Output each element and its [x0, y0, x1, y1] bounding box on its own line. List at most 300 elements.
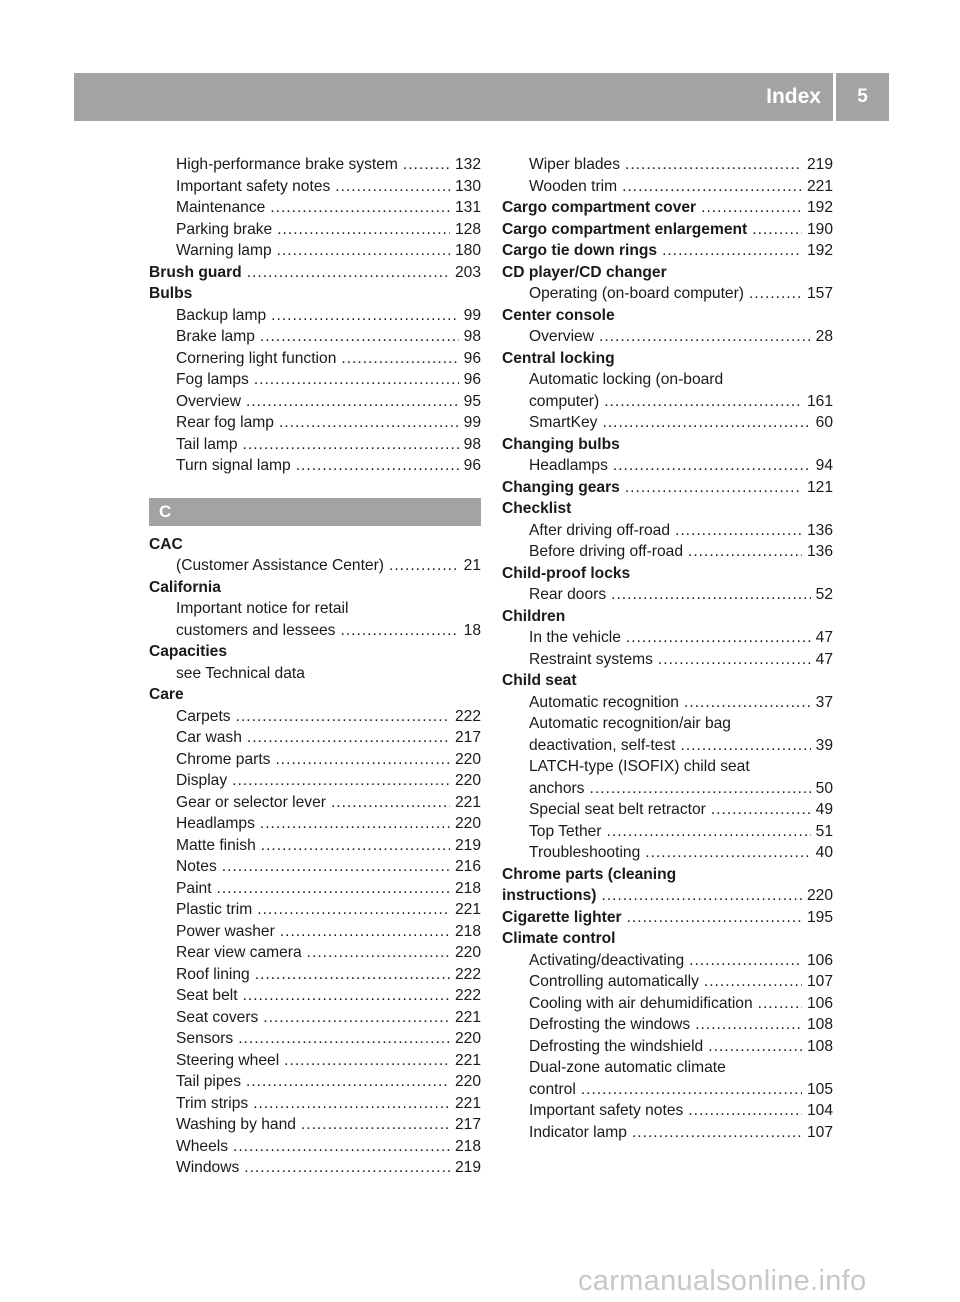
index-entry [149, 964, 481, 986]
index-entry [149, 262, 481, 284]
entry-page-number: 220 [454, 944, 481, 961]
entry-page-number: 192 [806, 199, 833, 216]
dot-leader [247, 727, 450, 749]
entry-page-number: 106 [806, 994, 833, 1012]
index-entry [502, 391, 833, 413]
dot-leader [675, 520, 802, 542]
entry-label: Cornering light function [176, 349, 337, 367]
index-entry [502, 842, 833, 864]
index-entry [149, 856, 481, 878]
index-heading: Capacities [149, 643, 228, 660]
entry-label: Brush guard [149, 263, 242, 281]
dot-leader [581, 1079, 802, 1101]
entry-page-number: 220 [454, 1030, 481, 1047]
index-entry [149, 985, 481, 1007]
entry-page-number: 222 [454, 965, 481, 983]
entry-page-number: 219 [454, 836, 481, 854]
dot-leader [632, 1122, 802, 1144]
index-entry [149, 391, 481, 413]
entry-page-number: 99 [463, 414, 481, 431]
entry-page-number: 220 [806, 887, 833, 904]
index-heading: Climate control [502, 930, 616, 947]
entry-page-number: 218 [454, 879, 481, 897]
index-entry [502, 735, 833, 757]
entry-page-number: 94 [815, 457, 833, 474]
index-entry [149, 326, 481, 348]
index-entry [149, 813, 481, 835]
index-entry [502, 197, 833, 219]
dot-leader [627, 907, 802, 929]
entry-label: Warning lamp [176, 242, 272, 259]
dot-leader [389, 555, 459, 577]
entry-label: Headlamps [176, 815, 255, 832]
dot-leader [254, 369, 459, 391]
entry-label: Plastic trim [176, 901, 253, 918]
index-entry [149, 369, 481, 391]
index-entry [502, 154, 833, 176]
entry-page-number: 51 [815, 822, 833, 840]
entry-label: Notes [176, 858, 217, 875]
entry-page-number: 39 [815, 736, 833, 754]
entry-page-number: 107 [806, 973, 833, 990]
entry-label: (Customer Assistance Center) [176, 557, 384, 574]
dot-leader [331, 792, 450, 814]
index-heading: California [149, 578, 221, 596]
dot-leader [688, 541, 802, 563]
dot-leader [279, 412, 459, 434]
entry-page-number: 105 [806, 1080, 833, 1098]
index-column-left [149, 154, 481, 1179]
index-entry [149, 1093, 481, 1115]
index-entry [149, 1157, 481, 1179]
index-entry [502, 907, 833, 929]
entry-page-number: 220 [454, 1073, 481, 1090]
entry-page-number: 108 [806, 1037, 833, 1055]
entry-page-number: 217 [454, 1116, 481, 1133]
entry-label: Rear fog lamp [176, 414, 274, 431]
index-entry [502, 885, 833, 907]
index-entry [502, 541, 833, 563]
index-entry [502, 821, 833, 843]
index-entry [502, 1079, 833, 1101]
entry-label: Brake lamp [176, 328, 255, 345]
entry-label: High-performance brake system [176, 156, 398, 173]
entry-page-number: 47 [815, 629, 833, 646]
index-entry [502, 1014, 833, 1036]
dot-leader [607, 821, 811, 843]
index-entry [149, 348, 481, 370]
entry-label: Paint [176, 879, 212, 897]
entry-page-number: 52 [815, 586, 833, 603]
index-heading: Child-proof locks [502, 564, 631, 582]
dot-leader [340, 620, 458, 642]
index-heading: CAC [149, 535, 183, 553]
entry-page-number: 218 [454, 1137, 481, 1155]
index-heading: LATCH-type (ISOFIX) child seat [529, 758, 750, 775]
entry-label: Washing by hand [176, 1116, 296, 1133]
index-heading: Dual-zone automatic climate [529, 1059, 726, 1076]
dot-leader [246, 1071, 450, 1093]
index-entry [502, 520, 833, 542]
entry-label: control [529, 1080, 576, 1098]
entry-page-number: 195 [806, 908, 833, 926]
index-entry [502, 692, 833, 714]
entry-page-number: 121 [806, 478, 833, 496]
entry-label: In the vehicle [529, 629, 621, 646]
index-heading: Checklist [502, 500, 572, 517]
entry-page-number: 192 [806, 242, 833, 259]
index-heading: Chrome parts (cleaning [502, 865, 677, 883]
index-entry [149, 792, 481, 814]
entry-label: Tail pipes [176, 1073, 242, 1090]
dot-leader [602, 412, 810, 434]
entry-page-number: 220 [454, 815, 481, 832]
entry-page-number: 136 [806, 521, 833, 539]
index-entry [502, 1036, 833, 1058]
entry-label: Seat covers [176, 1008, 259, 1026]
index-entry [149, 555, 481, 577]
entry-label: Cargo compartment cover [502, 199, 697, 216]
entry-label: Display [176, 772, 228, 789]
dot-leader [263, 1007, 450, 1029]
entry-label: Indicator lamp [529, 1123, 627, 1141]
entry-label: Matte finish [176, 836, 256, 854]
dot-leader [599, 326, 811, 348]
entry-page-number: 49 [815, 801, 833, 818]
entry-page-number: 190 [806, 220, 833, 238]
dot-leader [296, 455, 459, 477]
dot-leader [243, 985, 450, 1007]
entry-page-number: 218 [454, 922, 481, 940]
index-entry [149, 1071, 481, 1093]
index-entry [149, 1136, 481, 1158]
entry-label: SmartKey [529, 414, 598, 431]
index-entry [502, 412, 833, 434]
index-list-b-continued [149, 154, 481, 477]
entry-label: Before driving off-road [529, 543, 684, 560]
entry-page-number: 40 [815, 844, 833, 861]
index-heading: Bulbs [149, 285, 193, 302]
entry-label: computer) [529, 392, 600, 410]
dot-leader [752, 219, 802, 241]
entry-label: Changing gears [502, 478, 620, 496]
dot-leader [236, 706, 450, 728]
dot-leader [260, 326, 459, 348]
index-entry [502, 799, 833, 821]
entry-label: Tail lamp [176, 435, 238, 453]
dot-leader [307, 942, 450, 964]
entry-page-number: 203 [454, 263, 481, 281]
entry-page-number: 130 [454, 177, 481, 195]
dot-leader [625, 477, 802, 499]
index-entry [502, 1100, 833, 1122]
entry-label: Maintenance [176, 199, 266, 216]
index-heading: Central locking [502, 349, 615, 367]
entry-label: Defrosting the windshield [529, 1037, 704, 1055]
entry-label: Important safety notes [529, 1102, 684, 1119]
index-heading: Center console [502, 306, 615, 324]
dot-leader [688, 1100, 802, 1122]
entry-label: Seat belt [176, 987, 238, 1004]
index-entry [149, 455, 481, 477]
dot-leader [695, 1014, 802, 1036]
index-entry [502, 219, 833, 241]
index-entry [149, 727, 481, 749]
index-entry [502, 283, 833, 305]
entry-page-number: 99 [463, 306, 481, 324]
entry-label: Defrosting the windows [529, 1016, 691, 1033]
entry-page-number: 96 [463, 349, 481, 367]
index-entry [149, 1007, 481, 1029]
entry-page-number: 217 [454, 729, 481, 746]
index-entry [502, 971, 833, 993]
dot-leader [238, 1028, 450, 1050]
dot-leader [711, 799, 811, 821]
index-heading: Automatic recognition/air bag [529, 715, 731, 732]
entry-page-number: 18 [463, 621, 481, 639]
entry-label: Cooling with air dehumidification [529, 994, 753, 1012]
index-entry [502, 950, 833, 972]
dot-leader [335, 176, 450, 198]
entry-label: Overview [176, 392, 241, 410]
dot-leader [277, 240, 450, 262]
entry-label: Rear doors [529, 586, 607, 603]
entry-page-number: 221 [454, 1051, 481, 1069]
dot-leader [662, 240, 802, 262]
dot-leader [645, 842, 810, 864]
entry-page-number: 221 [454, 793, 481, 811]
entry-page-number: 136 [806, 543, 833, 560]
index-entry [502, 1122, 833, 1144]
dot-leader [611, 584, 811, 606]
dot-leader [758, 993, 802, 1015]
dot-leader [604, 391, 802, 413]
index-entry [149, 197, 481, 219]
dot-leader [689, 950, 802, 972]
index-entry [149, 942, 481, 964]
entry-label: Windows [176, 1159, 240, 1176]
dot-leader [217, 878, 450, 900]
index-entry [149, 240, 481, 262]
index-column-right [502, 154, 833, 1143]
index-entry [149, 835, 481, 857]
dot-leader [684, 692, 811, 714]
index-entry [149, 1028, 481, 1050]
index-entry [149, 620, 481, 642]
dot-leader [658, 649, 811, 671]
dot-leader [341, 348, 458, 370]
dot-leader [749, 283, 802, 305]
entry-label: Steering wheel [176, 1051, 280, 1069]
entry-label: Sensors [176, 1030, 234, 1047]
entry-page-number: 98 [463, 328, 481, 345]
index-entry [502, 778, 833, 800]
index-heading: Automatic locking (on-board [529, 371, 724, 388]
entry-label: Parking brake [176, 220, 273, 238]
entry-label: Controlling automatically [529, 973, 699, 990]
entry-label: Turn signal lamp [176, 457, 291, 474]
index-heading: Important notice for retail [176, 600, 349, 617]
index-entry [149, 1114, 481, 1136]
entry-page-number: 221 [806, 177, 833, 195]
index-entry [149, 154, 481, 176]
index-entry [502, 477, 833, 499]
entry-label: Troubleshooting [529, 844, 641, 861]
index-entry [149, 770, 481, 792]
entry-page-number: 104 [806, 1102, 833, 1119]
entry-page-number: 95 [463, 392, 481, 410]
page-number: 5 [857, 86, 868, 107]
dot-leader [246, 391, 459, 413]
index-entry [502, 993, 833, 1015]
dot-leader [247, 262, 450, 284]
index-heading: Care [149, 686, 184, 703]
entry-label: Power washer [176, 922, 275, 940]
entry-page-number: 28 [815, 328, 833, 345]
entry-page-number: 221 [454, 1094, 481, 1112]
dot-leader [253, 1093, 450, 1115]
header-title: Index [766, 85, 821, 108]
index-heading: Child seat [502, 672, 577, 689]
dot-leader [277, 219, 450, 241]
dot-leader [704, 971, 802, 993]
entry-page-number: 220 [454, 772, 481, 789]
entry-label: Gear or selector lever [176, 793, 326, 811]
dot-leader [255, 964, 450, 986]
entry-label: After driving off-road [529, 521, 670, 539]
entry-page-number: 107 [806, 1123, 833, 1141]
entry-label: Overview [529, 328, 594, 345]
index-entry [502, 649, 833, 671]
entry-label: Car wash [176, 729, 242, 746]
entry-label: Special seat belt retractor [529, 801, 706, 818]
dot-leader [257, 899, 450, 921]
entry-label: Fog lamps [176, 371, 249, 388]
entry-label: Cargo compartment enlargement [502, 220, 748, 238]
index-entry [149, 412, 481, 434]
entry-page-number: 108 [806, 1016, 833, 1033]
dot-leader [680, 735, 810, 757]
dot-leader [622, 176, 802, 198]
entry-label: instructions) [502, 887, 597, 904]
index-entry [149, 749, 481, 771]
dot-leader [232, 770, 450, 792]
entry-page-number: 106 [806, 951, 833, 969]
index-heading: CD player/CD changer [502, 263, 667, 281]
entry-page-number: 47 [815, 650, 833, 668]
dot-leader [260, 813, 450, 835]
dot-leader [589, 778, 810, 800]
index-entry [502, 326, 833, 348]
entry-label: anchors [529, 779, 585, 797]
index-heading: Children [502, 607, 566, 625]
index-list-c [149, 534, 481, 1179]
entry-label: Restraint systems [529, 650, 653, 668]
entry-page-number: 221 [454, 1008, 481, 1026]
entry-label: customers and lessees [176, 621, 336, 639]
entry-label: Wheels [176, 1137, 228, 1155]
index-heading: see Technical data [176, 664, 305, 682]
index-entry [149, 878, 481, 900]
dot-leader [625, 154, 802, 176]
index-list-c-continued [502, 154, 833, 1143]
entry-label: Trim strips [176, 1094, 249, 1112]
index-entry [502, 240, 833, 262]
entry-page-number: 21 [463, 557, 481, 574]
dot-leader [244, 1157, 450, 1179]
index-entry [502, 627, 833, 649]
dot-leader [613, 455, 811, 477]
entry-page-number: 157 [806, 285, 833, 302]
index-heading: Changing bulbs [502, 435, 620, 453]
index-entry [149, 176, 481, 198]
index-entry [149, 305, 481, 327]
dot-leader [261, 835, 450, 857]
index-entry [502, 455, 833, 477]
entry-label: Headlamps [529, 457, 608, 474]
entry-label: Wooden trim [529, 177, 618, 195]
index-entry [149, 434, 481, 456]
dot-leader [301, 1114, 450, 1136]
page-header [74, 73, 889, 121]
entry-page-number: 131 [454, 199, 481, 216]
entry-label: Important safety notes [176, 177, 331, 195]
index-entry [502, 584, 833, 606]
entry-page-number: 222 [454, 707, 481, 725]
entry-label: Chrome parts [176, 750, 271, 768]
index-entry [149, 1050, 481, 1072]
entry-page-number: 216 [454, 858, 481, 875]
index-entry [149, 706, 481, 728]
section-letter-bar: C [149, 498, 481, 526]
entry-label: Backup lamp [176, 306, 267, 324]
entry-page-number: 128 [454, 220, 481, 238]
entry-page-number: 37 [815, 693, 833, 711]
dot-leader [270, 197, 450, 219]
index-entry [149, 219, 481, 241]
index-entry [149, 921, 481, 943]
entry-label: Carpets [176, 707, 231, 725]
entry-page-number: 222 [454, 987, 481, 1004]
entry-label: Wiper blades [529, 156, 621, 173]
watermark-text: carmanualsonline.info [578, 1265, 867, 1297]
dot-leader [403, 154, 450, 176]
dot-leader [275, 749, 450, 771]
entry-page-number: 60 [815, 414, 833, 431]
entry-page-number: 220 [454, 750, 481, 768]
entry-page-number: 96 [463, 371, 481, 388]
dot-leader [626, 627, 811, 649]
dot-leader [243, 434, 459, 456]
dot-leader [601, 885, 802, 907]
entry-page-number: 98 [463, 435, 481, 453]
entry-label: Cargo tie down rings [502, 242, 658, 259]
entry-label: Operating (on-board computer) [529, 285, 744, 302]
entry-label: deactivation, self-test [529, 736, 676, 754]
dot-leader [271, 305, 458, 327]
entry-label: Roof lining [176, 965, 250, 983]
entry-page-number: 50 [815, 779, 833, 797]
index-entry [149, 899, 481, 921]
entry-label: Automatic recognition [529, 693, 679, 711]
index-entry [502, 176, 833, 198]
entry-label: Top Tether [529, 822, 602, 840]
entry-page-number: 219 [806, 156, 833, 173]
dot-leader [233, 1136, 450, 1158]
entry-page-number: 219 [454, 1159, 481, 1176]
dot-leader [222, 856, 450, 878]
entry-page-number: 161 [806, 392, 833, 410]
